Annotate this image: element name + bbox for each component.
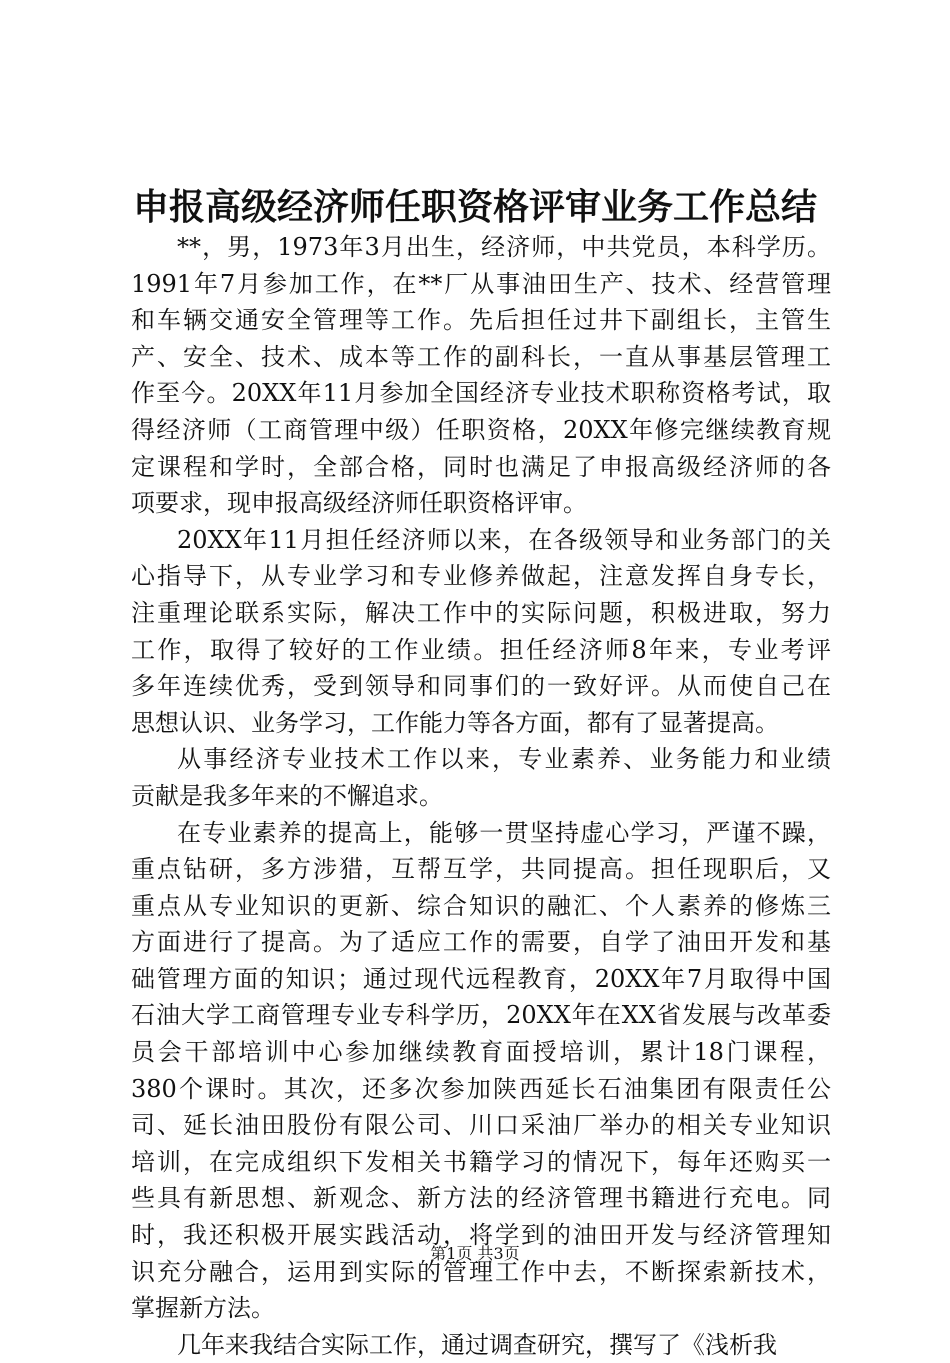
body-paragraph: [131, 229, 831, 522]
paragraph-line: 石油大学工商管理专业专科学历，20XX年在XX省发展与改革委: [131, 1001, 831, 1030]
paragraph-line: 思想认识、业务学习，工作能力等各方面，都有了显著提高。: [131, 708, 779, 737]
paragraph-line: 作至今。20XX年11月参加全国经济专业技术职称资格考试，取: [131, 379, 831, 408]
paragraph-line: 员会干部培训中心参加继续教育面授培训，累计18门课程，: [131, 1038, 831, 1067]
paragraph-line: 重点钻研，多方涉猎，互帮互学，共同提高。担任现职后，又: [131, 855, 831, 884]
paragraph-line: 得经济师（工商管理中级）任职资格，20XX年修完继续教育规: [131, 415, 831, 444]
paragraph-line: **，男，1973年3月出生，经济师，中共党员，本科学历。: [177, 233, 831, 261]
paragraph-line: 和车辆交通安全管理等工作。先后担任过井下副组长，主管生: [131, 306, 831, 335]
paragraph-line: 重点从专业知识的更新、综合知识的融汇、个人素养的修炼三: [131, 891, 831, 920]
paragraph-line: 贡献是我多年来的不懈追求。: [131, 781, 443, 810]
paragraph-line: 从事经济专业技术工作以来，专业素养、业务能力和业绩: [177, 745, 831, 774]
body-paragraph: [131, 522, 831, 742]
paragraph-line: 注重理论联系实际，解决工作中的实际问题，积极进取，努力: [131, 598, 831, 627]
body-paragraph: [131, 1327, 831, 1363]
paragraph-line: 础管理方面的知识；通过现代远程教育，20XX年7月取得中国: [131, 964, 831, 993]
document-body: [131, 229, 831, 1363]
paragraph-line: 司、延长油田股份有限公司、川口采油厂举办的相关专业知识: [131, 1111, 831, 1140]
document-title: 申报高级经济师任职资格评审业务工作总结: [132, 186, 817, 228]
paragraph-line: 定课程和学时，全部合格，同时也满足了申报高级经济师的各: [131, 452, 831, 481]
page-footer: 第1页 共3页: [430, 1244, 520, 1263]
paragraph-line: 工作，取得了较好的工作业绩。担任经济师8年来，专业考评: [131, 635, 831, 664]
paragraph-line: 些具有新思想、新观念、新方法的经济管理书籍进行充电。同: [131, 1184, 831, 1213]
paragraph-line: 时，我还积极开展实践活动，将学到的油田开发与经济管理知: [131, 1221, 831, 1250]
paragraph-line: 380个课时。其次，还多次参加陕西延长石油集团有限责任公: [131, 1074, 831, 1103]
paragraph-line: 1991年7月参加工作，在**厂从事油田生产、技术、经营管理: [131, 269, 831, 298]
paragraph-line: 多年连续优秀，受到领导和同事们的一致好评。从而使自己在: [131, 672, 831, 701]
paragraph-line: 项要求，现申报高级经济师任职资格评审。: [131, 489, 587, 518]
paragraph-line: 方面进行了提高。为了适应工作的需要，自学了油田开发和基: [131, 928, 831, 957]
paragraph-line: 掌握新方法。: [131, 1294, 275, 1323]
paragraph-line: 产、安全、技术、成本等工作的副科长，一直从事基层管理工: [131, 342, 831, 371]
paragraph-line: 培训，在完成组织下发相关书籍学习的情况下，每年还购买一: [131, 1147, 831, 1176]
paragraph-line: 心指导下，从专业学习和专业修养做起，注意发挥自身专长，: [131, 562, 831, 591]
body-paragraph: [131, 741, 831, 814]
paragraph-line: 在专业素养的提高上，能够一贯坚持虚心学习，严谨不躁，: [177, 818, 831, 847]
paragraph-line: 识充分融合，运用到实际的管理工作中去，不断探索新技术，: [131, 1257, 831, 1286]
paragraph-line: 几年来我结合实际工作，通过调查研究，撰写了《浅析我: [177, 1330, 777, 1359]
paragraph-line: 20XX年11月担任经济师以来，在各级领导和业务部门的关: [177, 525, 831, 554]
